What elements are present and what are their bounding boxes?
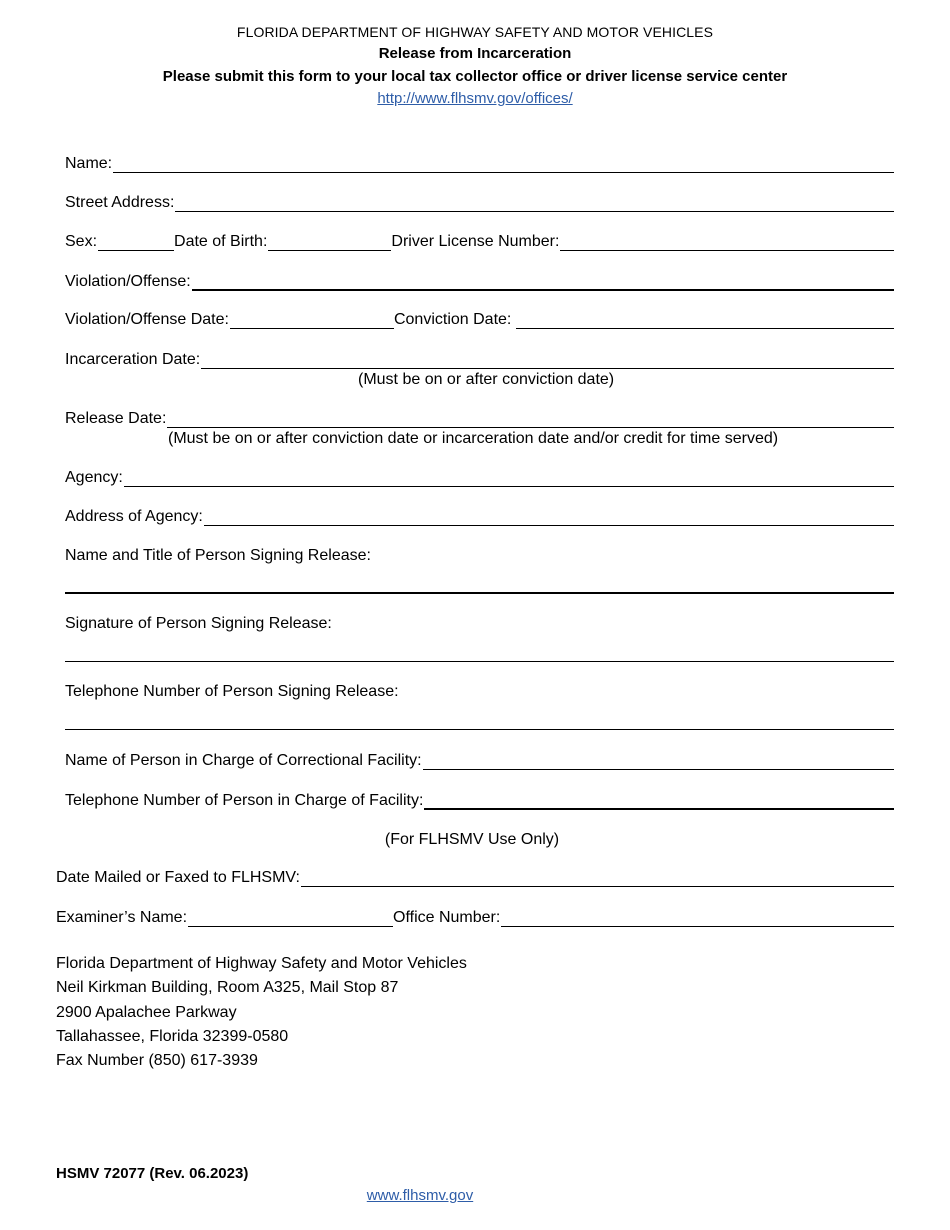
- name-title-signer-label: Name and Title of Person Signing Release:: [65, 547, 371, 564]
- examiner-name-label: Examiner’s Name:: [56, 909, 188, 926]
- release-date-label: Release Date:: [65, 410, 167, 427]
- examiner-office-row: [56, 908, 894, 927]
- agency-row: [65, 468, 894, 487]
- name-field[interactable]: [113, 154, 894, 173]
- offices-link[interactable]: http://www.flhsmv.gov/offices/: [377, 90, 573, 107]
- date-of-birth-field[interactable]: [268, 232, 391, 251]
- street-address-row: [65, 193, 894, 212]
- mailing-address: [56, 952, 467, 1073]
- violation-offense-date-field[interactable]: [230, 310, 394, 329]
- date-of-birth-label: Date of Birth:: [174, 233, 268, 250]
- signature-signer-field[interactable]: [65, 661, 894, 662]
- violation-offense-label: Violation/Offense:: [65, 273, 191, 290]
- release-date-row: [65, 409, 894, 428]
- signature-signer-label: Signature of Person Signing Release:: [65, 615, 332, 632]
- sex-field[interactable]: [98, 232, 174, 251]
- incarceration-date-note: (Must be on or after conviction date): [358, 371, 615, 388]
- address-line: Tallahassee, Florida 32399-0580: [56, 1027, 289, 1045]
- telephone-person-in-charge-row: [65, 790, 894, 810]
- release-date-field[interactable]: [167, 409, 894, 428]
- agency-name: FLORIDA DEPARTMENT OF HIGHWAY SAFETY AND MOTOR VEHICLES: [236, 24, 714, 40]
- incarceration-date-row: [65, 350, 894, 369]
- driver-license-number-label: Driver License Number:: [391, 233, 560, 250]
- address-line: 2900 Apalachee Parkway: [56, 1003, 237, 1021]
- office-use-heading: (For FLHSMV Use Only): [384, 831, 560, 848]
- address-of-agency-field[interactable]: [204, 507, 894, 526]
- violation-offense-date-label: Violation/Offense Date:: [65, 311, 229, 328]
- telephone-person-in-charge-label: Telephone Number of Person in Charge of Facility:: [65, 792, 424, 809]
- driver-license-number-field[interactable]: [560, 232, 894, 251]
- person-in-charge-field[interactable]: [423, 751, 894, 770]
- conviction-date-label: Conviction Date:: [393, 311, 512, 328]
- incarceration-date-label: Incarceration Date:: [65, 351, 201, 368]
- address-of-agency-row: [65, 507, 894, 526]
- agency-label: Agency:: [65, 469, 123, 486]
- name-label: Name:: [65, 155, 113, 172]
- website-link-wrapper: [0, 1187, 840, 1204]
- address-line: Florida Department of Highway Safety and Motor Vehicles: [56, 955, 467, 972]
- name-row: [65, 154, 894, 173]
- telephone-signer-field[interactable]: [65, 729, 894, 730]
- sex-dob-dl-row: [65, 232, 894, 251]
- telephone-signer-label: Telephone Number of Person Signing Release:: [65, 683, 399, 700]
- conviction-date-field[interactable]: [516, 310, 894, 329]
- form-title: Release from Incarceration: [378, 45, 572, 62]
- release-date-note: (Must be on or after conviction date or incarceration date and/or credit for time served): [168, 430, 779, 447]
- form-number: HSMV 72077 (Rev. 06.2023): [56, 1165, 249, 1182]
- address-line: Neil Kirkman Building, Room A325, Mail Stop 87: [56, 979, 399, 997]
- offense-conviction-date-row: [65, 310, 894, 329]
- agency-field[interactable]: [124, 468, 894, 487]
- street-address-field[interactable]: [175, 193, 894, 212]
- office-number-field[interactable]: [501, 908, 894, 927]
- incarceration-date-field[interactable]: [201, 350, 894, 369]
- examiner-name-field[interactable]: [188, 908, 393, 927]
- form-instruction: Please submit this form to your local tax collector office or driver license service center: [162, 68, 788, 85]
- address-line: Fax Number (850) 617-3939: [56, 1052, 258, 1070]
- office-number-label: Office Number:: [393, 909, 501, 926]
- date-mailed-label: Date Mailed or Faxed to FLHSMV:: [56, 869, 300, 886]
- person-in-charge-label: Name of Person in Charge of Correctional Facility:: [65, 752, 422, 769]
- violation-offense-row: [65, 271, 894, 291]
- sex-label: Sex:: [65, 233, 98, 250]
- address-of-agency-label: Address of Agency:: [65, 508, 203, 525]
- name-title-signer-field[interactable]: [65, 592, 894, 594]
- person-in-charge-row: [65, 751, 894, 770]
- date-mailed-row: [56, 868, 894, 887]
- offices-link-wrapper: [0, 90, 950, 107]
- street-address-label: Street Address:: [65, 194, 175, 211]
- date-mailed-field[interactable]: [301, 868, 894, 887]
- violation-offense-field[interactable]: [192, 271, 894, 291]
- website-link[interactable]: www.flhsmv.gov: [366, 1187, 474, 1204]
- telephone-person-in-charge-field[interactable]: [424, 790, 894, 810]
